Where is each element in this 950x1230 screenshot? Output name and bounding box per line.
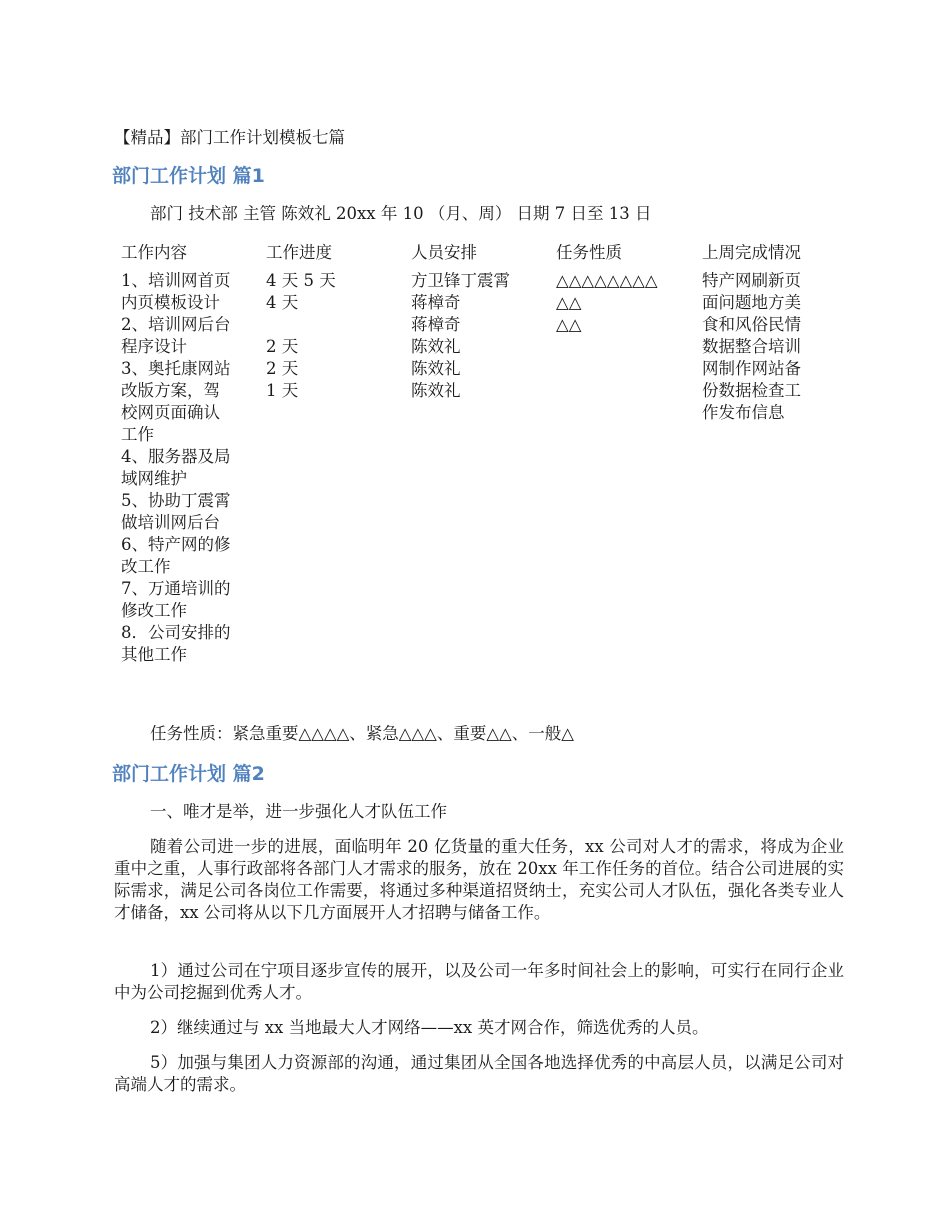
table-cell-line: 陈效礼 [411,337,461,356]
paragraph: 2）继续通过与 xx 当地最大人才网络——xx 英才网合作，筛选优秀的人员。 [150,1018,709,1037]
table-cell-line: 4、服务器及局 [121,447,231,466]
column-staff [411,242,510,402]
table-cell-line: 2 天 [266,337,299,356]
document-title: 【精品】部门工作计划模板七篇 [114,128,345,147]
table-cell-line: △△ [556,293,582,312]
table-cell-line: 3、奥托康网站 [121,359,231,378]
table-cell-line: 6、特产网的修 [121,535,231,554]
table-cell-line: 改工作 [121,557,171,576]
table-cell-line: 食和风俗民情 [702,315,801,334]
section-heading-2: 部门工作计划 篇2 [112,763,265,785]
table-cell-line: 改版方案，驾 [121,381,220,400]
paragraph: 一、唯才是举，进一步强化人才队伍工作 [150,802,447,821]
column-header: 工作内容 [121,243,187,262]
plan-info-line: 部门 技术部 主管 陈效礼 20xx 年 10 （月、周） 日期 7 日至 13 日 [150,204,652,223]
column-header: 工作进度 [266,243,332,262]
table-cell-line: 网制作网站备 [702,359,801,378]
column-header: 人员安排 [411,243,477,262]
table-cell-line: △△△△△△△△ [556,271,658,290]
table-cell-line: 内页模板设计 [121,293,220,312]
paragraph: 5）加强与集团人力资源部的沟通，通过集团从全国各地选择优秀的中高层人员，以满足公司对高端人才的需求。 [114,1053,844,1094]
table-cell-line: 1 天 [266,381,299,400]
table-cell-line: 2、培训网后台 [121,315,231,334]
table-cell-line: 1、培训网首页 [121,271,231,290]
table-cell-line: 方卫锋丁震霄 [411,271,510,290]
column-header: 任务性质 [556,243,622,262]
column-progress [266,242,336,402]
table-cell-line: 面问题地方美 [702,293,801,312]
column-body [411,270,510,402]
table-cell-line: 蒋樟奇 [411,315,461,334]
column-body [556,270,658,336]
table-cell-line: 陈效礼 [411,381,461,400]
table-cell-line: 域网维护 [121,469,187,488]
table-cell-line: 2 天 [266,359,299,378]
table-cell-line: 数据整合培训 [702,337,801,356]
column-task-nature [556,242,658,336]
table-cell-line: 4 天 5 天 [266,271,336,290]
column-work-content [121,242,231,666]
table-cell-line: 修改工作 [121,601,187,620]
column-body [121,270,231,666]
column-last-week [702,242,801,424]
table-cell-line: 程序设计 [121,337,187,356]
table-cell-line: 作发布信息 [702,403,785,422]
column-body [702,270,801,424]
paragraph: 随着公司进一步的进展，面临明年 20 亿货量的重大任务，xx 公司对人才的需求，将成为企业重中之重，人事行政部将各部门人才需求的服务，放在 20xx 年工作任务的首位。结合公司进展的实际需求，满足公司各岗位工作需要，将通过多种渠道招贤纳士，充实公司人才队伍，强化各类专业人才储备，xx 公司将从以下几方面展开人才招聘与储备工作。 [114,837,844,922]
table-cell-line: 4 天 [266,293,299,312]
table-cell-line: 工作 [121,425,154,444]
table-cell-line: 做培训网后台 [121,513,220,532]
column-header: 上周完成情况 [702,243,801,262]
table-cell-line: 陈效礼 [411,359,461,378]
table-cell-line [266,314,336,336]
column-body [266,270,336,402]
table-cell-line: 其他工作 [121,645,187,664]
table-cell-line: 7、万通培训的 [121,579,231,598]
table-cell-line: 特产网刷新页 [702,271,801,290]
table-cell-line: 8．公司安排的 [121,623,231,642]
table-cell-line: 校网页面确认 [121,403,220,422]
table-cell-line: 份数据检查工 [702,381,801,400]
paragraph: 1）通过公司在宁项目逐步宣传的展开，以及公司一年多时间社会上的影响，可实行在同行企业中为公司挖掘到优秀人才。 [114,961,844,1002]
table-cell-line: 蒋樟奇 [411,293,461,312]
table-cell-line: 5、协助丁震霄 [121,491,231,510]
section-heading-1: 部门工作计划 篇1 [112,165,265,187]
task-nature-legend: 任务性质：紧急重要△△△△、紧急△△△、重要△△、一般△ [150,724,574,743]
table-cell-line: △△ [556,315,582,334]
